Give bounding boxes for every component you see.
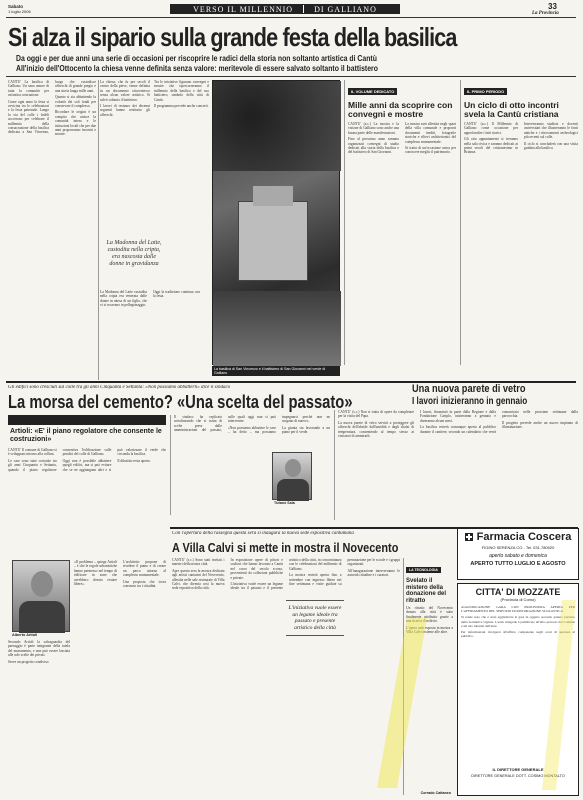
pharmacy-header — [458, 531, 578, 543]
basilica-building — [238, 201, 308, 281]
bottom-body: CANTU' (s.c.) Sono stati invitati i maestri della nostra città. Apre questa sera la mostra dedicata agli artisti canturini del Novecento, allestita nelle sale restaurate di Villa Calvi, che diventa così la nuova sede espositiva della città. In esposizione opere di pittori e scultori che hanno lavorato a Cantù nel corso del secolo scorso, provenienti da collezioni pubbliche e private. L'iniziativa vuole essere un legame ideale tra il passato e il presente artistico della città, in concomitanza con le celebrazioni del millennio di Galliano. La mostra resterà aperta fino a settembre con ingresso libero nei fine settimana e visite guidate su prenotazione per le scuole e i gruppi organizzati. All'inaugurazione interverranno le autorità cittadine e i curatori. — [172, 558, 400, 591]
portrait-head — [285, 459, 301, 477]
pharmacy-cross-icon — [465, 533, 473, 541]
mid-sub-tag-bar — [8, 415, 166, 429]
sala-caption: Tiziano Sala — [274, 501, 295, 505]
mid-headline: La morsa del cemento? «Una scelta del passato» — [8, 392, 353, 412]
portrait-body — [19, 601, 65, 633]
paper-name: La Provincia — [532, 11, 559, 16]
side-article-2 — [460, 80, 578, 365]
mid-body-4: Il sindaco ha replicato sottolineando che si tratta di scelte prese dalle amministrazioni del passato, sulle quali oggi non si può intervenire. «Non possiamo abbattere le case – ha detto – ma possiamo impegnarci perché non ne sorgano di nuove». La giunta sta lavorando a un piano per il verde. — [170, 415, 330, 515]
pharmacy-line2: aperto sabato e domenica — [489, 553, 547, 559]
mid-body: CANTU' Il comune di Galliano si è sviluppato intorno alla collina. Le case sono state costruite tra gli anni Cinquanta e Settanta, quando il piano regolatore consentiva l'edificazione sulle pendici del colle di Galliano. Oggi non è possibile abbattere quegli edifici, ma si può evitare che se ne aggiungano altri e si può valorizzare il verde che circonda la basilica. Il dibattito resta aperto. — [8, 448, 166, 472]
mid-body-2: «Il problema – spiega Artioli – è che le regole urbanistiche hanno permesso nel tempo di edificare in zone che avrebbero dovuto restare libere». L'architetto propone di rivedere il piano e di creare un parco attorno al complesso monumentale. Una proposta che trova consenso tra i cittadini. — [74, 560, 166, 589]
section-right: DI GALLIANO — [314, 4, 377, 14]
bottom-side-tag: LA TECNOLOGIA — [406, 567, 441, 573]
main-deck-1: Da oggi e per due anni una serie di occasioni per riscoprire le radici della storia non soltanto artistica di Cantù — [16, 54, 377, 63]
right-subheadline: I lavori inizieranno in gennaio — [412, 396, 528, 407]
mid-kicker: Gli edifici sono cresciuti sul colle tra gli anni Cinquanta e Settanta: «Non possiamo abbatterli» dice il sindaco — [8, 385, 231, 390]
section-left: VERSO IL MILLENNIO — [193, 4, 294, 14]
notice-body: AGGIUDICAZIONE GARA CON PROCEDURA APERTA PER L'AFFIDAMENTO DEL SERVIZIO DI RISTORAZIONE SCOLASTICA. Si rende noto che è stata aggiudicata la gara in oggetto secondo quanto previsto dalla normativa vigente. L'esito integrale è pubblicato all'albo pretorio del Comune e sul sito internet dell'ente. Per informazioni rivolgersi all'ufficio competente negli orari di apertura al pubblico. — [461, 605, 575, 639]
side1-body: CANTU' (a.c.) La mostra e la visione di Galliano sono anche una buona parte delle manifestazioni. Fino al prossimo anno saranno organizzati convegni di studio dedicati alla storia della basilica e del battistero di San Giovanni. La mostra sarà allestita negli spazi della villa comunale e proporrà documenti inediti, fotografie storiche e rilievi architettonici del complesso monumentale. Si tratta di un'occasione unica per conoscere meglio il patrimonio. — [348, 122, 456, 155]
sala-portrait — [272, 452, 312, 500]
notice-line1: IL DIRETTORE GENERALE — [492, 767, 544, 772]
side2-body-intro: CANTU' (a.c.) Il Millennio di Galliano come occasione per approfondire i fatti storici. — [464, 122, 518, 135]
artioli-portrait — [12, 560, 70, 632]
right-body-intro: CANTU' (s.c.) Non si tratta di opere da completare per la visita del Papa. — [338, 410, 414, 419]
mid-sub-tag: PARLA L'ESPONENTE DI ALTRA ARCHITETTURA — [11, 425, 101, 429]
main-deck-2: All'inizio dell'Ottocento la chiesa venne definita senza valore: meritevole di essere salvato soltanto il battistero — [16, 64, 378, 73]
right-body: CANTU' (s.c.) Non si tratta di opere da completare per la visita del Papa. La nuova parete di vetro servirà a proteggere gli affreschi dell'abside dall'umidità e dagli sbalzi di temperatura, consentendo al tempo stesso ai visitatori di ammirarli. I lavori, finanziati in parte dalla Regione e dalla Fondazione Cariplo, inizieranno a gennaio e dureranno alcuni mesi. La basilica resterà comunque aperta al pubblico durante il cantiere, secondo un calendario che verrà comunicato nelle prossime settimane dalla parrocchia. Il progetto prevede anche un nuovo impianto di illuminazione. — [334, 410, 578, 520]
notice-line2: DIRETTORE GENERALE DOTT. COSIMO MONTALTO — [471, 774, 565, 778]
header-day: Sabato — [8, 4, 24, 9]
bottom-byline: Corrado Cattaneo — [420, 791, 451, 795]
bottom-kicker: Con l'apertura della rassegna questa sera si inaugura la nuova sede espositiva cantumana — [172, 531, 354, 536]
divider — [303, 5, 304, 13]
section-banner — [170, 4, 400, 14]
pharmacy-line1: FIGINO SERENZA CO - Tel. 031.780920 — [481, 545, 555, 550]
bottom-side-title: Svelato il mistero della donazione del ritratto — [406, 578, 447, 604]
basilica-roof — [253, 186, 293, 206]
bottom-side-body: Un ritratto del Novecento donato alla città è stato finalmente attribuito grazie a una ricerca d'archivio. L'opera sarà esposta in mostra a Villa Calvi insieme alle altre. — [406, 606, 453, 635]
basilica-photo — [212, 80, 340, 365]
page-number: 33 — [548, 2, 557, 11]
side2-title: Un ciclo di otto incontri svela la Cantù cristiana — [464, 100, 559, 119]
bottom-headline: A Villa Calvi si mette in mostra il Novecento — [172, 540, 399, 555]
main-article-body: CANTU' La basilica di Galliano. Un sano amore di tutta la comunità per un'antica costruzione. Come ogni anno la festa si avvicina tra le celebrazioni e la festa patronale. Lungo la via del colle i fedeli accorrono per celebrare il millennio della consacrazione della basilica dedicata a San Vincenzo, luogo che custodisce affreschi di grande pregio e una storia lunga mille anni. Quanto si sta abbattendo la volontà dei soli fondi per conservare il complesso. Ricordare le origini è un compito che unisce la comunità intera e le istituzioni locali che per due anni proporranno incontri e mostre. — [8, 80, 96, 137]
main-article-body-3: La Madonna del Latte custodita nella cripta era venerata dalle donne in attesa di un figlio, che vi si recavano in pellegrinaggio. Oggi la tradizione continua con la festa. — [100, 290, 200, 308]
header-date: 1 luglio 2006 — [8, 9, 31, 14]
pharmacy-title: Farmacia Coscera — [476, 531, 572, 543]
bottom-body-intro: CANTU' (s.c.) Sono stati invitati i maestri della nostra città. — [172, 558, 225, 567]
trees — [213, 81, 341, 171]
side1-body-intro: CANTU' (a.c.) La mostra e la visione di Galliano sono anche una buona parte delle manifestazioni. — [348, 122, 399, 135]
divider — [6, 17, 576, 18]
notice-subtitle: (Provincia di Como) — [500, 597, 536, 602]
pharmacy-ad — [457, 528, 579, 580]
main-article-body-2: La chiesa, che fu per secoli il centro della pieve, venne definita in un documento ottocentesco senza alcun valore artistico. Si salvò soltanto il battistero. I lavori di restauro dei decenni seguenti hanno restituito gli affreschi. — [100, 80, 150, 117]
mid-body-intro: CANTU' Il comune di Galliano si è sviluppato intorno alla collina. — [8, 448, 57, 457]
pharmacy-line3: APERTO TUTTO LUGLIO E AGOSTO — [470, 561, 566, 567]
notice-title: CITTA' DI MOZZATE — [475, 587, 561, 597]
main-body-intro: CANTU' La basilica di Galliano. Un sano amore di tutta la comunità per un'antica costruzione. — [8, 80, 49, 98]
bottom-pullquote: L'iniziativa vuole essere un legame ideale tra passato e presente artistico della città — [286, 600, 344, 636]
mid-body-3: Secondo Artioli la salvaguardia del paesaggio è parte integrante della tutela del monumento, e non può essere lasciata alle sole scelte dei privati. Serve un progetto condiviso. — [8, 640, 70, 664]
lawn — [213, 291, 341, 366]
portrait-body — [277, 479, 309, 501]
side2-body: CANTU' (a.c.) Il Millennio di Galliano come occasione per approfondire i fatti storici. Gli otto appuntamenti si terranno nella sala civica e saranno dedicati ai primi secoli del cristianesimo in Brianza. Interverranno studiosi e docenti universitari che illustreranno le fonti antiche e i ritrovamenti archeologici più recenti sul colle. Il ciclo si concluderà con una visita guidata alla basilica. — [464, 122, 578, 155]
main-article-body-4: Tra le iniziative figurano convegni e mostre che ripercorreranno il millennio della basilica e del suo battistero, simbolo della città di Cantù. Il programma prevede anche concerti. — [154, 80, 209, 109]
side1-title: Mille anni da scoprire con convegni e mostre — [348, 100, 453, 119]
side1-tag: IL VOLUME DEDICATO — [348, 88, 397, 95]
divider — [6, 76, 576, 77]
main-headline: Si alza il sipario sulla grande festa della basilica — [8, 22, 457, 52]
portrait-head — [31, 571, 53, 597]
photo-caption: La basilica di San Vincenzo e il battistero di San Giovanni nel verde di Galliano — [212, 366, 340, 376]
side-article-1 — [344, 80, 456, 365]
artioli-caption: Alberto Artioli — [12, 633, 38, 637]
main-pullquote: La Madonna del Latte, custodita nella cripta, era nascosta dalle donne in gravidanza — [106, 240, 162, 267]
mid-sub-title: Artioli: «E' il piano regolatore che consente le costruzioni» — [10, 428, 162, 443]
right-headline: Una nuova parete di vetro — [412, 383, 526, 395]
side2-tag: IL PRIMO PERIODO — [464, 88, 507, 95]
main-byline: Carlo Saibene — [300, 372, 326, 376]
